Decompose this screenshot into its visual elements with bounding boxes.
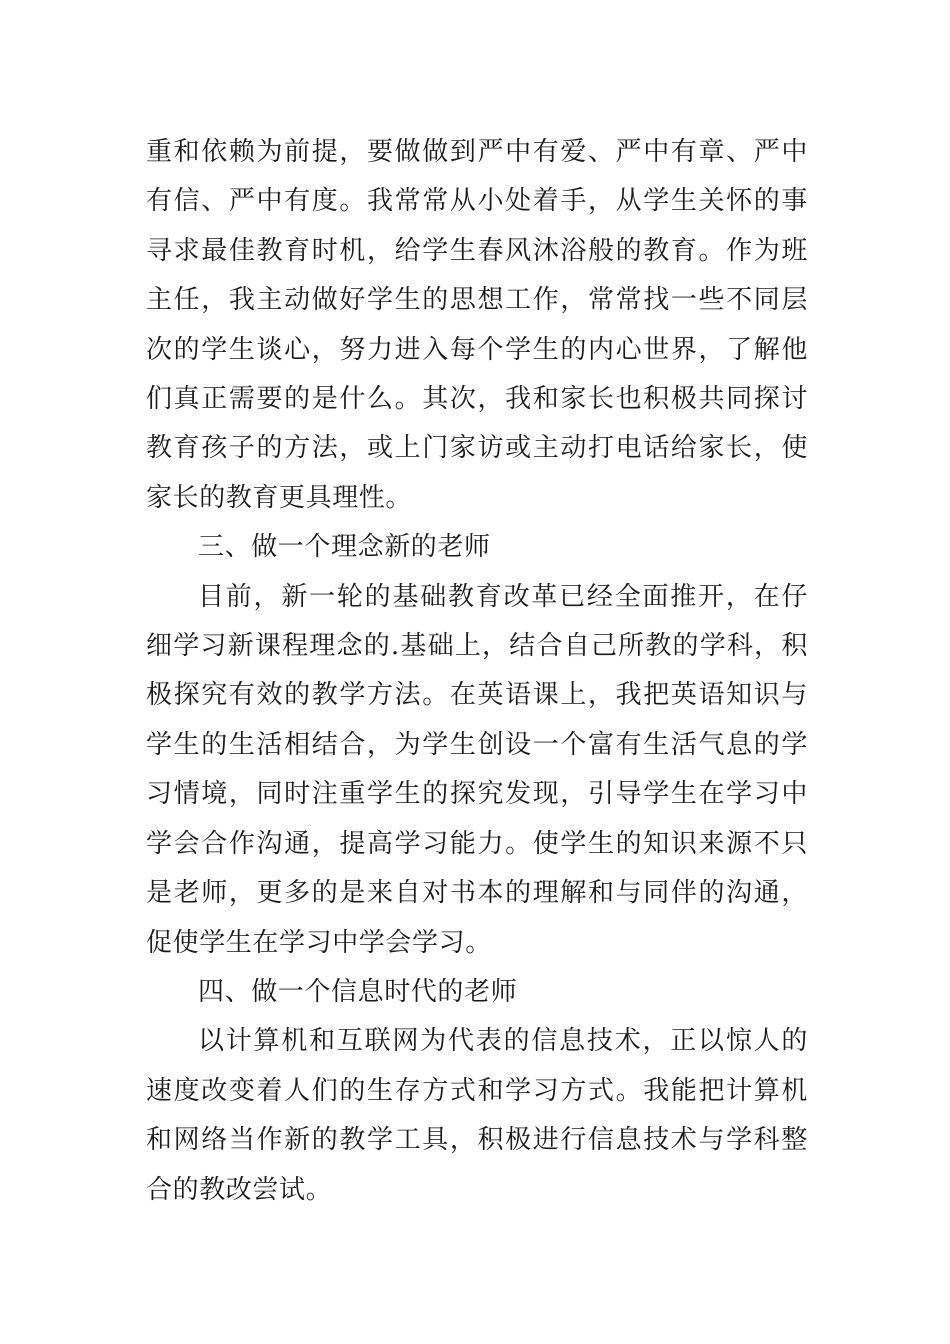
paragraph-section-3: 目前，新一轮的基础教育改革已经全面推开，在仔细学习新课程理念的.基础上，结合自己所教的学科，积极探究有效的教学方法。在英语课上，我把英语知识与学生的生活相结合，为学生创设一个富有生活气息的学习情境，同时注重学生的探究发现，引导学生在学习中学会合作沟通，提高学习能力。使学生的知识来源不只是老师，更多的是来自对书本的理解和与同伴的沟通，促使学生在学习中学会学习。	[146, 581, 808, 958]
paragraph-continuation: 重和依赖为前提，要做做到严中有爱、严中有章、严中有信、严中有度。我常常从小处着手，从学生关怀的事寻求最佳教育时机，给学生春风沐浴般的教育。作为班主任，我主动做好学生的思想工作，常常找一些不同层次的学生谈心，努力进入每个学生的内心世界，了解他们真正需要的是什么。其次，我和家长也积极共同探讨教育孩子的方法，或上门家访或主动打电话给家长，使家长的教育更具理性。	[146, 137, 808, 513]
paragraph-section-4: 以计算机和互联网为代表的信息技术，正以惊人的速度改变着人们的生存方式和学习方式。我能把计算机和网络当作新的教学工具，积极进行信息技术与学科整合的教改尝试。	[146, 1026, 808, 1205]
document-body	[146, 128, 808, 1215]
section-heading-4: 四、做一个信息时代的老师	[198, 976, 518, 1007]
section-heading-3: 三、做一个理念新的老师	[198, 532, 491, 563]
